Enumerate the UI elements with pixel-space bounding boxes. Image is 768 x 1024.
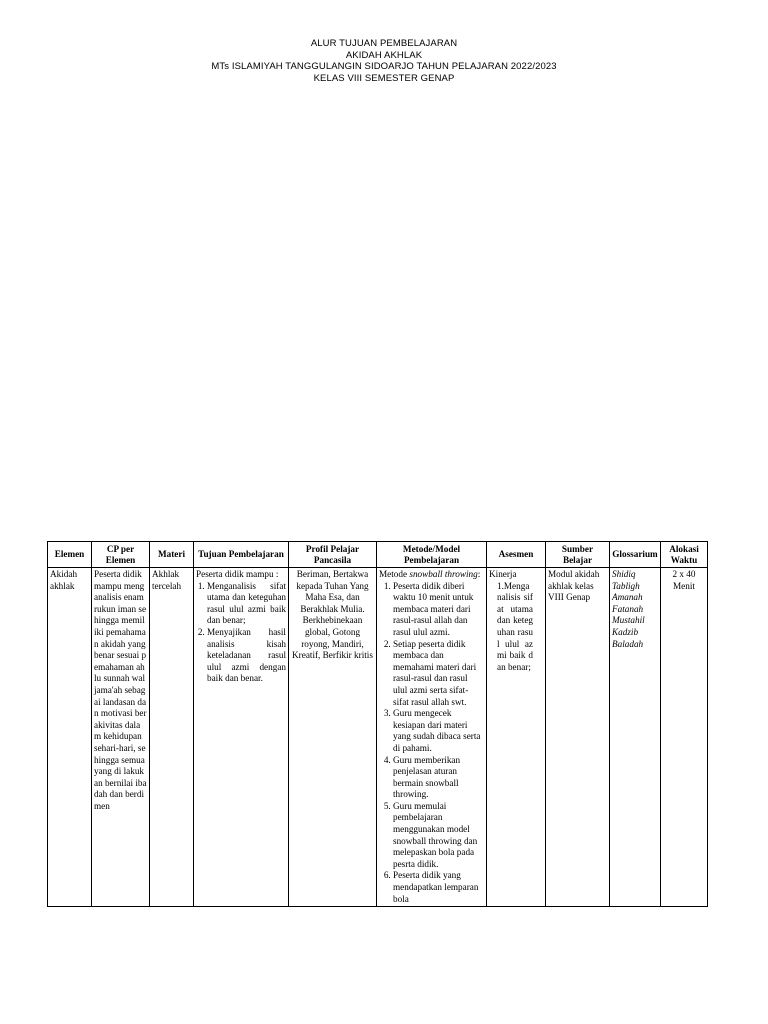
list-item: 6. Peserta didik yang mendapatkan lemparan bola [393,870,484,905]
glossary-term: Shidiq [612,569,636,579]
list-item: 1. Menganalisis sifat utama dan keteguhan rasul ulul azmi baik dan benar; [207,581,286,627]
glossary-term: Amanah [612,592,643,603]
cell-asesmen [487,568,546,907]
column-header-asesmen: Asesmen [487,542,546,568]
table-row [48,568,708,907]
column-header-tujuan: Tujuan Pembelajaran [194,542,289,568]
cell-materi: Akhlak tercelah [150,568,194,907]
learning-objectives-table [47,541,708,907]
list-item: 4. Guru memberikan penjelasan aturan bermain snowball throwing. [393,755,484,801]
cell-tujuan [194,568,289,907]
header-subject: AKIDAH AKHLAK [345,49,423,61]
list-item: 2. Menyajikan hasil analisis kisah keteladanan rasul ulul azmi dengan baik dan benar. [207,627,286,685]
tujuan-list [196,581,286,685]
cell-elemen: Akidah akhlak [48,568,92,907]
column-header-sumber: Sumber Belajar [546,542,610,568]
glossary-term: Mustahil [612,615,645,626]
list-item: 5. Guru memulai pembelajaran menggunakan model snowball throwing dan melepaskan bola pada pesrta didik. [393,801,484,871]
column-header-materi: Materi [150,542,194,568]
metode-model: snowball throwing [409,569,478,579]
metode-prefix: Metode [379,569,410,579]
asesmen-title: Kinerja [489,569,517,579]
cell-glosarium [610,568,661,907]
document-header [0,38,768,84]
list-item: 2. Setiap peserta didik membaca dan memahami materi dari rasul-rasul dan rasul ulul azmi serta sifat-sifat rasul allah swt. [393,639,484,709]
cell-cp: Peserta didik mampu menganalisis enam rukun iman sehingga memiliki pemahaman akidah yang benar sesuai pemahaman ahlu sunnah wal jama'ah sebagai landasan dan motivasi berakivitas dalam kehidupan sehari-hari, sehingga semua yang di lakukan bernilai ibadah dan berdimen [92,568,150,907]
glossary-term: Kadzib [612,626,639,637]
cell-metode [377,568,487,907]
header-school: MTs ISLAMIYAH TANGGULANGIN SIDOARJO TAHUN PELAJARAN 2022/2023 [211,61,557,72]
glossary-term: Baladah [612,638,644,649]
cell-alokasi: 2 x 40 Menit [661,568,708,907]
glossary-term: Fatanah [612,603,644,614]
list-item: 1. Peserta didik diberi waktu 10 menit untuk membaca materi dari rasul-rasul allah dan rasul ulul azmi. [393,581,484,639]
column-header-alokasi: Alokasi Waktu [661,542,708,568]
table-header-row [48,542,708,568]
metode-steps-list [379,581,484,906]
header-class: KELAS VIII SEMESTER GENAP [313,72,455,84]
column-header-profil: Profil Pelajar Pancasila [289,542,377,568]
metode-intro [379,569,484,581]
column-header-metode: Metode/Model Pembelajaran [377,542,487,568]
column-header-elemen: Elemen [48,542,92,568]
glossary-term: Tabligh [612,580,640,591]
metode-suffix: : [477,569,481,579]
cell-sumber: Modul akidah akhlak kelas VIII Genap [546,568,610,907]
cell-profil: Beriman, Bertakwa kepada Tuhan Yang Maha Esa, dan Berakhlak Mulia. Berkhebinekaan global, Gotong royong, Mandiri, Kreatif, Berfikir kritis [289,568,377,907]
column-header-cp: CP per Elemen [92,542,150,568]
header-title: ALUR TUJUAN PEMBELAJARAN [310,38,458,49]
tujuan-intro: Peserta didik mampu : [196,569,279,579]
list-item: 3. Guru mengecek kesiapan dari materi yang sudah dibaca serta di pahami. [393,708,484,754]
column-header-glosarium: Glossarium [610,542,661,568]
asesmen-item: 1.Menganalisis sifat utama dan keteguhan rasul ulul azmi baik dan benar; [497,580,533,672]
